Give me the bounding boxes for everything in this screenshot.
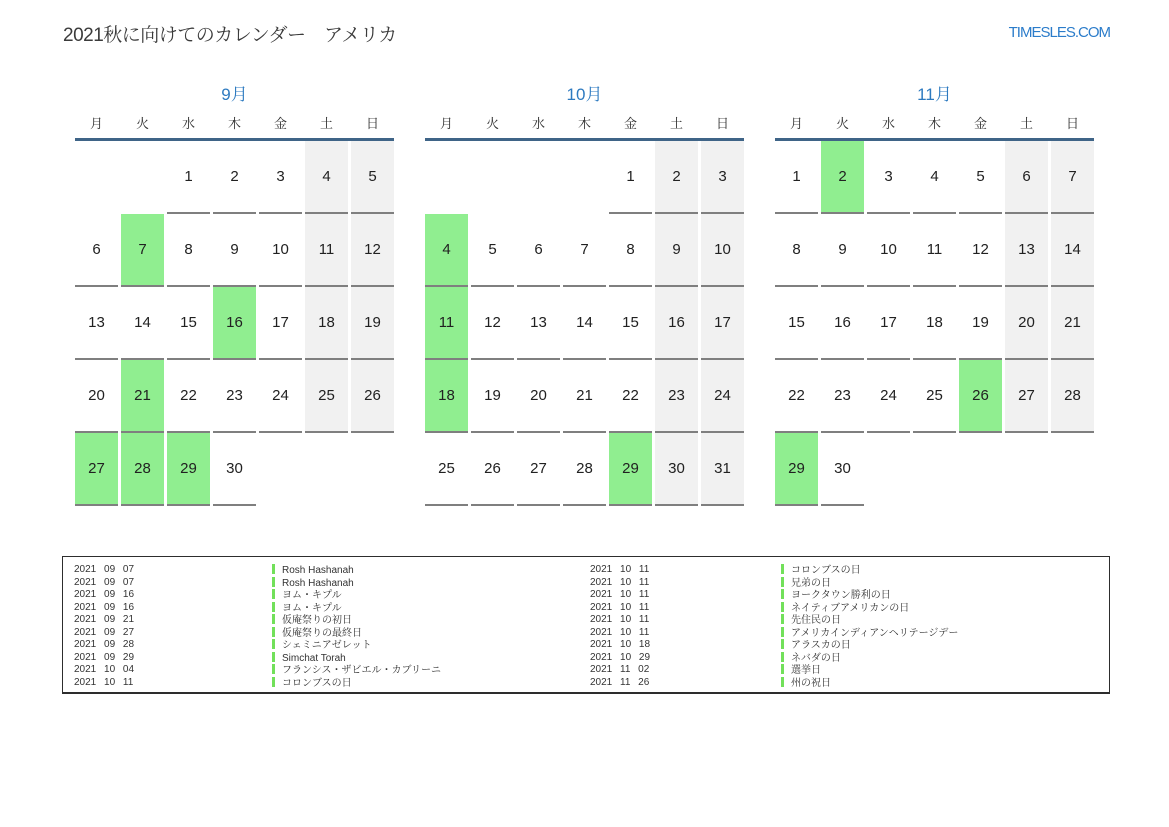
day-cell: 27 <box>75 433 118 506</box>
legend-entry <box>272 589 590 602</box>
legend-row <box>63 614 1109 627</box>
month-calendar <box>775 84 1094 506</box>
day-cell: 19 <box>351 287 394 360</box>
day-cell: 15 <box>775 287 818 360</box>
legend-date: 2021 10 11 <box>590 589 650 600</box>
legend-holiday-name: フランシス・ザビエル・カブリーニ <box>282 665 442 676</box>
day-cell: 3 <box>259 141 302 214</box>
legend-entry <box>781 652 1109 665</box>
weekday-label: 木 <box>227 116 241 131</box>
legend-entry <box>781 602 1109 615</box>
day-cell: 12 <box>959 214 1002 287</box>
day-cell: 17 <box>259 287 302 360</box>
day-cell: 15 <box>167 287 210 360</box>
day-cell: 16 <box>821 287 864 360</box>
legend-row <box>63 577 1109 590</box>
legend-entry <box>272 564 590 577</box>
day-cell: 18 <box>913 287 956 360</box>
day-cell: 2 <box>821 141 864 214</box>
day-cell: 21 <box>121 360 164 433</box>
day-cell: 9 <box>821 214 864 287</box>
legend-holiday-name: コロンブスの日 <box>791 565 861 576</box>
day-cell: 27 <box>1005 360 1048 433</box>
legend-entry <box>781 639 1109 652</box>
holiday-marker <box>272 664 275 674</box>
day-cell: 10 <box>701 214 744 287</box>
day-cell: 28 <box>563 433 606 506</box>
day-cell: 20 <box>517 360 560 433</box>
legend-holiday-name: ヨム・キプル <box>282 602 342 614</box>
day-cell: 4 <box>913 141 956 214</box>
holiday-marker <box>781 589 784 599</box>
weekday-label: 木 <box>927 116 941 131</box>
calendar-grid <box>75 141 394 506</box>
legend-entry <box>781 564 1109 577</box>
day-cell: 29 <box>609 433 652 506</box>
legend-entry <box>781 677 1109 690</box>
day-cell: 6 <box>517 214 560 287</box>
empty-cell <box>351 433 394 506</box>
holiday-marker <box>781 614 784 624</box>
legend-row <box>63 677 1109 690</box>
day-cell: 27 <box>517 433 560 506</box>
empty-cell <box>1051 433 1094 506</box>
day-cell: 7 <box>121 214 164 287</box>
legend-date: 2021 09 16 <box>74 601 135 613</box>
weekday-label: 土 <box>669 116 683 131</box>
day-cell: 18 <box>305 287 348 360</box>
day-cell: 1 <box>775 141 818 214</box>
day-cell: 9 <box>213 214 256 287</box>
empty-cell <box>913 433 956 506</box>
day-cell: 24 <box>701 360 744 433</box>
day-cell: 22 <box>167 360 210 433</box>
day-cell: 24 <box>259 360 302 433</box>
day-cell: 30 <box>213 433 256 506</box>
empty-cell <box>425 141 468 214</box>
day-cell: 8 <box>167 214 210 287</box>
day-cell: 23 <box>213 360 256 433</box>
weekday-label: 水 <box>181 116 195 131</box>
legend-holiday-name: Rosh Hashanah <box>282 565 354 576</box>
holiday-marker <box>272 652 275 662</box>
legend-row <box>63 652 1109 665</box>
legend-holiday-name: ヨム・キプル <box>282 590 342 601</box>
legend-row <box>63 589 1109 602</box>
legend-holiday-name: 選挙日 <box>791 665 821 676</box>
legend-holiday-name: コロンブスの日 <box>282 677 352 689</box>
day-cell: 20 <box>1005 287 1048 360</box>
holiday-marker <box>272 589 275 599</box>
day-cell: 1 <box>167 141 210 214</box>
legend-date: 2021 10 18 <box>590 639 651 650</box>
calendar-grid <box>425 141 744 506</box>
legend-entry <box>272 652 590 665</box>
day-cell: 26 <box>471 433 514 506</box>
month-calendar <box>75 84 394 506</box>
month-calendar <box>425 84 744 506</box>
day-cell: 22 <box>775 360 818 433</box>
holiday-marker <box>272 614 275 624</box>
day-cell: 10 <box>867 214 910 287</box>
weekday-header <box>75 111 394 141</box>
day-cell: 14 <box>1051 214 1094 287</box>
legend-holiday-name: 仮庵祭りの初日 <box>282 615 352 626</box>
day-cell: 29 <box>167 433 210 506</box>
day-cell: 10 <box>259 214 302 287</box>
day-cell: 13 <box>517 287 560 360</box>
holiday-marker <box>272 639 275 649</box>
day-cell: 12 <box>471 287 514 360</box>
day-cell: 17 <box>867 287 910 360</box>
empty-cell <box>1005 433 1048 506</box>
day-cell: 28 <box>1051 360 1094 433</box>
holiday-marker <box>781 639 784 649</box>
legend-row <box>63 627 1109 640</box>
day-cell: 5 <box>351 141 394 214</box>
day-cell: 5 <box>959 141 1002 214</box>
legend-date: 2021 09 07 <box>74 564 135 575</box>
day-cell: 15 <box>609 287 652 360</box>
day-cell: 1 <box>609 141 652 214</box>
legend-date: 2021 10 11 <box>590 626 650 638</box>
day-cell: 6 <box>75 214 118 287</box>
weekday-label: 月 <box>89 116 103 131</box>
day-cell: 7 <box>563 214 606 287</box>
day-cell: 4 <box>425 214 468 287</box>
day-cell: 25 <box>425 433 468 506</box>
holiday-marker <box>781 577 784 587</box>
legend-entry <box>272 677 590 690</box>
legend-date: 2021 09 07 <box>74 576 135 588</box>
month-title: 10月 <box>566 85 603 104</box>
calendars-row <box>75 84 1094 506</box>
legend-date: 2021 09 16 <box>74 589 135 600</box>
day-cell: 3 <box>701 141 744 214</box>
legend-entry <box>272 639 590 652</box>
weekday-label: 土 <box>1019 116 1033 131</box>
weekday-label: 土 <box>319 116 333 131</box>
legend-row <box>63 664 1109 677</box>
legend-row <box>63 564 1109 577</box>
weekday-label: 火 <box>135 116 149 131</box>
month-title: 9月 <box>221 85 248 104</box>
legend-date: 2021 10 04 <box>74 664 135 675</box>
page-title: 2021秋に向けてのカレンダー アメリカ <box>63 25 397 46</box>
holiday-marker <box>781 602 784 612</box>
calendar-grid <box>775 141 1094 506</box>
weekday-label: 日 <box>1065 116 1079 131</box>
holiday-marker <box>781 677 784 687</box>
legend-holiday-name: Rosh Hashanah <box>282 577 354 589</box>
day-cell: 9 <box>655 214 698 287</box>
legend-entry <box>781 589 1109 602</box>
legend-date: 2021 11 02 <box>590 664 650 675</box>
day-cell: 30 <box>821 433 864 506</box>
day-cell: 28 <box>121 433 164 506</box>
weekday-header <box>425 111 744 141</box>
weekday-label: 金 <box>273 116 287 131</box>
legend-date: 2021 09 21 <box>74 614 135 625</box>
day-cell: 7 <box>1051 141 1094 214</box>
legend-holiday-name: アラスカの日 <box>791 640 851 651</box>
day-cell: 16 <box>655 287 698 360</box>
legend-entry <box>272 664 590 677</box>
day-cell: 26 <box>351 360 394 433</box>
holiday-marker <box>781 627 784 637</box>
holiday-marker <box>272 677 275 687</box>
day-cell: 12 <box>351 214 394 287</box>
legend-holiday-name: Simchat Torah <box>282 652 346 664</box>
legend-row <box>63 602 1109 615</box>
holiday-marker <box>272 627 275 637</box>
day-cell: 13 <box>1005 214 1048 287</box>
day-cell: 14 <box>121 287 164 360</box>
weekday-label: 月 <box>439 116 453 131</box>
weekday-label: 金 <box>973 116 987 131</box>
legend-holiday-name: ネバダの日 <box>791 652 841 664</box>
legend-holiday-name: 州の祝日 <box>791 677 831 689</box>
day-cell: 19 <box>959 287 1002 360</box>
day-cell: 3 <box>867 141 910 214</box>
empty-cell <box>305 433 348 506</box>
legend-entry <box>272 614 590 627</box>
day-cell: 26 <box>959 360 1002 433</box>
holiday-marker <box>272 564 275 574</box>
day-cell: 20 <box>75 360 118 433</box>
legend-date: 2021 10 11 <box>590 601 650 613</box>
day-cell: 17 <box>701 287 744 360</box>
legend-holiday-name: 兄弟の日 <box>791 577 831 589</box>
day-cell: 22 <box>609 360 652 433</box>
day-cell: 11 <box>305 214 348 287</box>
weekday-label: 水 <box>881 116 895 131</box>
holiday-marker <box>781 564 784 574</box>
legend-entry <box>781 627 1109 640</box>
day-cell: 4 <box>305 141 348 214</box>
day-cell: 21 <box>1051 287 1094 360</box>
day-cell: 13 <box>75 287 118 360</box>
weekday-label: 月 <box>789 116 803 131</box>
empty-cell <box>867 433 910 506</box>
day-cell: 21 <box>563 360 606 433</box>
weekday-label: 木 <box>577 116 591 131</box>
day-cell: 5 <box>471 214 514 287</box>
legend-date: 2021 10 11 <box>590 576 650 588</box>
legend-row <box>63 639 1109 652</box>
weekday-label: 日 <box>365 116 379 131</box>
legend-date: 2021 10 11 <box>590 564 650 575</box>
day-cell: 25 <box>305 360 348 433</box>
legend-entry <box>272 577 590 590</box>
day-cell: 2 <box>655 141 698 214</box>
empty-cell <box>121 141 164 214</box>
day-cell: 8 <box>775 214 818 287</box>
legend-entry <box>781 614 1109 627</box>
day-cell: 14 <box>563 287 606 360</box>
month-title: 11月 <box>917 85 952 104</box>
legend-holiday-name: 先住民の日 <box>791 615 841 626</box>
legend-entry <box>272 627 590 640</box>
legend-date: 2021 10 29 <box>590 651 651 663</box>
legend-date: 2021 09 29 <box>74 651 135 663</box>
legend-entry <box>781 664 1109 677</box>
day-cell: 11 <box>913 214 956 287</box>
day-cell: 30 <box>655 433 698 506</box>
legend-date: 2021 09 27 <box>74 626 135 638</box>
holiday-marker <box>272 577 275 587</box>
empty-cell <box>517 141 560 214</box>
day-cell: 6 <box>1005 141 1048 214</box>
holiday-marker <box>272 602 275 612</box>
day-cell: 29 <box>775 433 818 506</box>
empty-cell <box>471 141 514 214</box>
empty-cell <box>259 433 302 506</box>
legend-date: 2021 11 26 <box>590 676 650 688</box>
day-cell: 24 <box>867 360 910 433</box>
legend-date: 2021 10 11 <box>590 614 650 625</box>
day-cell: 19 <box>471 360 514 433</box>
legend-entry <box>781 577 1109 590</box>
weekday-label: 水 <box>531 116 545 131</box>
legend-holiday-name: アメリカインディアンヘリテージデー <box>791 627 959 639</box>
legend-entry <box>272 602 590 615</box>
site-logo[interactable]: TIMESLES.COM <box>1008 24 1110 41</box>
day-cell: 31 <box>701 433 744 506</box>
weekday-label: 金 <box>623 116 637 131</box>
empty-cell <box>75 141 118 214</box>
weekday-label: 火 <box>835 116 849 131</box>
day-cell: 23 <box>655 360 698 433</box>
weekday-label: 火 <box>485 116 499 131</box>
legend-date: 2021 10 11 <box>74 676 134 688</box>
weekday-header <box>775 111 1094 141</box>
day-cell: 2 <box>213 141 256 214</box>
holiday-legend <box>62 556 1110 694</box>
empty-cell <box>563 141 606 214</box>
day-cell: 18 <box>425 360 468 433</box>
day-cell: 25 <box>913 360 956 433</box>
day-cell: 16 <box>213 287 256 360</box>
legend-date: 2021 09 28 <box>74 639 135 650</box>
holiday-marker <box>781 664 784 674</box>
day-cell: 23 <box>821 360 864 433</box>
day-cell: 8 <box>609 214 652 287</box>
holiday-marker <box>781 652 784 662</box>
legend-holiday-name: ヨークタウン勝利の日 <box>791 590 891 601</box>
day-cell: 11 <box>425 287 468 360</box>
legend-holiday-name: 仮庵祭りの最終日 <box>282 627 362 639</box>
empty-cell <box>959 433 1002 506</box>
legend-holiday-name: ネイティブアメリカンの日 <box>791 602 910 614</box>
weekday-label: 日 <box>715 116 729 131</box>
legend-holiday-name: シェミニアゼレット <box>282 640 372 651</box>
